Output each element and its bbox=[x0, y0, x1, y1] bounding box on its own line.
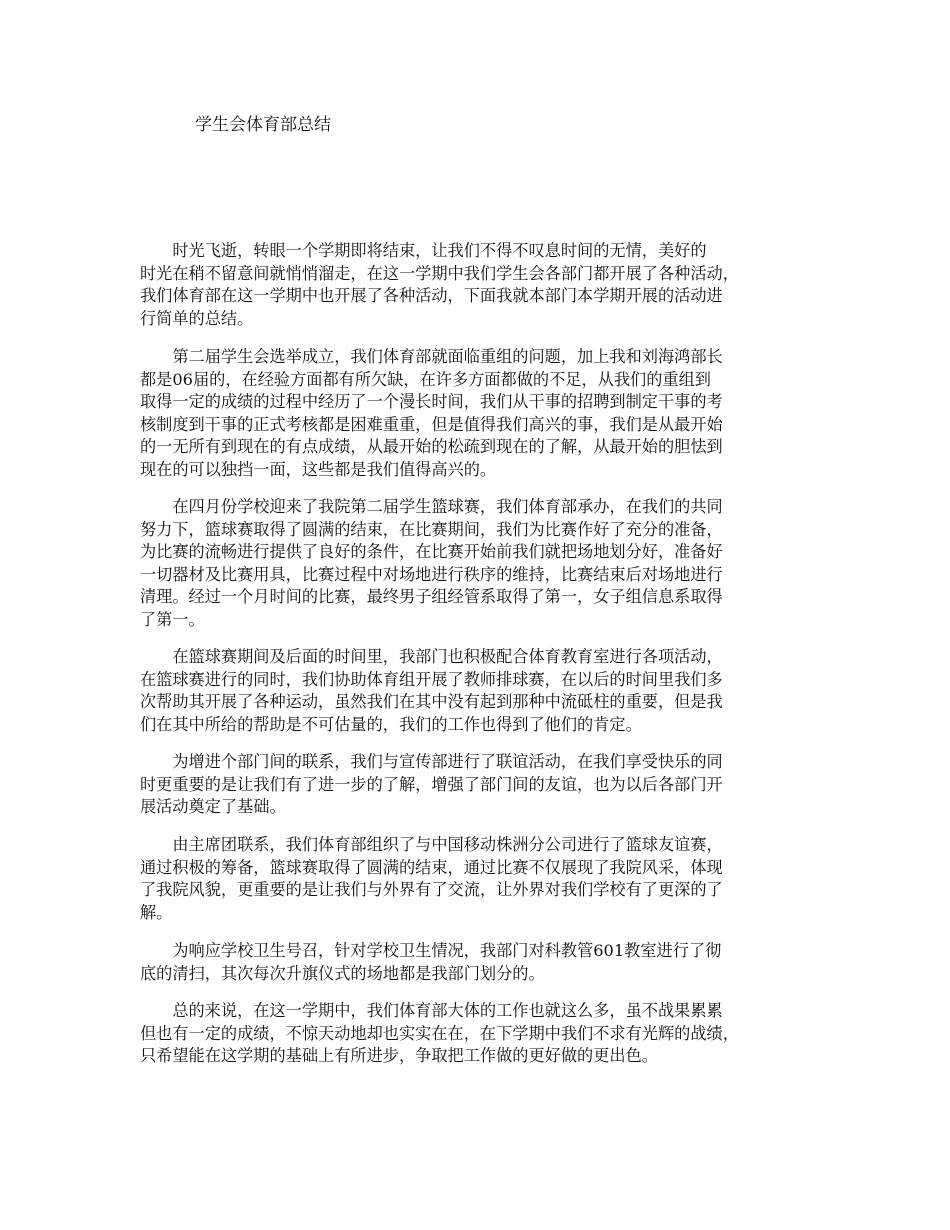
paragraph bbox=[140, 240, 830, 330]
paragraph-line: 总的来说，在这一学期中，我们体育部大体的工作也就这么多，虽不战果累累 bbox=[140, 1001, 723, 1020]
paragraph bbox=[140, 646, 830, 736]
paragraph-line: 的一无所有到现在的有点成绩，从最开始的松疏到现在的了解，从最开始的胆怯到 bbox=[140, 437, 723, 457]
paragraph bbox=[140, 834, 830, 924]
paragraph-line: 核制度到干事的正式考核都是困难重重，但是值得我们高兴的事，我们是从最开始 bbox=[140, 414, 723, 434]
paragraph bbox=[140, 751, 830, 819]
paragraph bbox=[140, 1000, 830, 1068]
paragraph-line: 我们体育部在这一学期中也开展了各种活动，下面我就本部门本学期开展的活动进 bbox=[140, 286, 723, 306]
paragraph-line: 在篮球赛进行的同时，我们协助体育组开展了教师排球赛，在以后的时间里我们多 bbox=[140, 669, 723, 689]
paragraph-line: 们在其中所给的帮助是不可估量的，我们的工作也得到了他们的肯定。 bbox=[140, 714, 642, 734]
paragraph-line: 一切器材及比赛用具，比赛过程中对场地进行秩序的维持，比赛结束后对场地进行 bbox=[140, 564, 723, 584]
paragraph-line: 了我院风貌，更重要的是让我们与外界有了交流，让外界对我们学校有了更深的了 bbox=[140, 880, 723, 900]
paragraph-line: 由主席团联系，我们体育部组织了与中国移动株洲分公司进行了篮球友谊赛， bbox=[140, 835, 723, 854]
paragraph-line: 为增进个部门间的联系，我们与宣传部进行了联谊活动，在我们享受快乐的同 bbox=[140, 752, 723, 771]
document-title: 学生会体育部总结 bbox=[195, 115, 331, 135]
paragraph-line: 底的清扫，其次每次升旗仪式的场地都是我部门划分的。 bbox=[140, 963, 545, 983]
paragraph-line: 通过积极的筹备，篮球赛取得了圆满的结束，通过比赛不仅展现了我院风采，体现 bbox=[140, 857, 723, 877]
paragraph-line: 为响应学校卫生号召，针对学校卫生情况，我部门对科教管601教室进行了彻 bbox=[140, 941, 722, 960]
paragraph-line: 次帮助其开展了各种运动，虽然我们在其中没有起到那种中流砥柱的重要，但是我 bbox=[140, 692, 723, 712]
paragraph-line: 行简单的总结。 bbox=[140, 308, 254, 328]
paragraph-line: 在篮球赛期间及后面的时间里，我部门也积极配合体育教育室进行各项活动， bbox=[140, 647, 723, 666]
paragraph-line: 时光飞逝，转眼一个学期即将结束，让我们不得不叹息时间的无情，美好的 bbox=[140, 241, 707, 260]
paragraph-line: 现在的可以独挡一面，这些都是我们值得高兴的。 bbox=[140, 459, 497, 479]
paragraph-line: 但也有一定的成绩，不惊天动地却也实实在在，在下学期中我们不求有光辉的战绩， bbox=[140, 1023, 739, 1043]
paragraph-line: 时更重要的是让我们有了进一步的了解，增强了部门间的友谊，也为以后各部门开 bbox=[140, 774, 723, 794]
paragraph-line: 在四月份学校迎来了我院第二届学生篮球赛，我们体育部承办，在我们的共同 bbox=[140, 497, 723, 516]
paragraph-line: 第二届学生会选举成立，我们体育部就面临重组的问题，加上我和刘海鸿部长 bbox=[140, 347, 723, 366]
paragraph-line: 努力下，篮球赛取得了圆满的结束，在比赛期间，我们为比赛作好了充分的准备， bbox=[140, 519, 723, 539]
paragraph-line: 时光在稍不留意间就悄悄溜走，在这一学期中我们学生会各部门都开展了各种活动， bbox=[140, 263, 739, 283]
paragraph-line: 解。 bbox=[140, 902, 173, 922]
paragraph bbox=[140, 940, 830, 985]
paragraph-line: 清理。经过一个月时间的比赛，最终男子组经管系取得了第一，女子组信息系取得 bbox=[140, 587, 723, 607]
paragraph-line: 为比赛的流畅进行提供了良好的条件，在比赛开始前我们就把场地划分好，准备好 bbox=[140, 542, 723, 562]
paragraph-line: 取得一定的成绩的过程中经历了一个漫长时间，我们从干事的招聘到制定干事的考 bbox=[140, 392, 723, 412]
paragraph-line: 都是06届的，在经验方面都有所欠缺，在许多方面都做的不足，从我们的重组到 bbox=[140, 369, 711, 389]
paragraph bbox=[140, 496, 830, 632]
paragraph-line: 展活动奠定了基础。 bbox=[140, 797, 286, 817]
paragraph-line: 只希望能在这学期的基础上有所进步，争取把工作做的更好做的更出色。 bbox=[140, 1046, 658, 1066]
paragraph-line: 了第一。 bbox=[140, 609, 205, 629]
paragraph bbox=[140, 346, 830, 482]
